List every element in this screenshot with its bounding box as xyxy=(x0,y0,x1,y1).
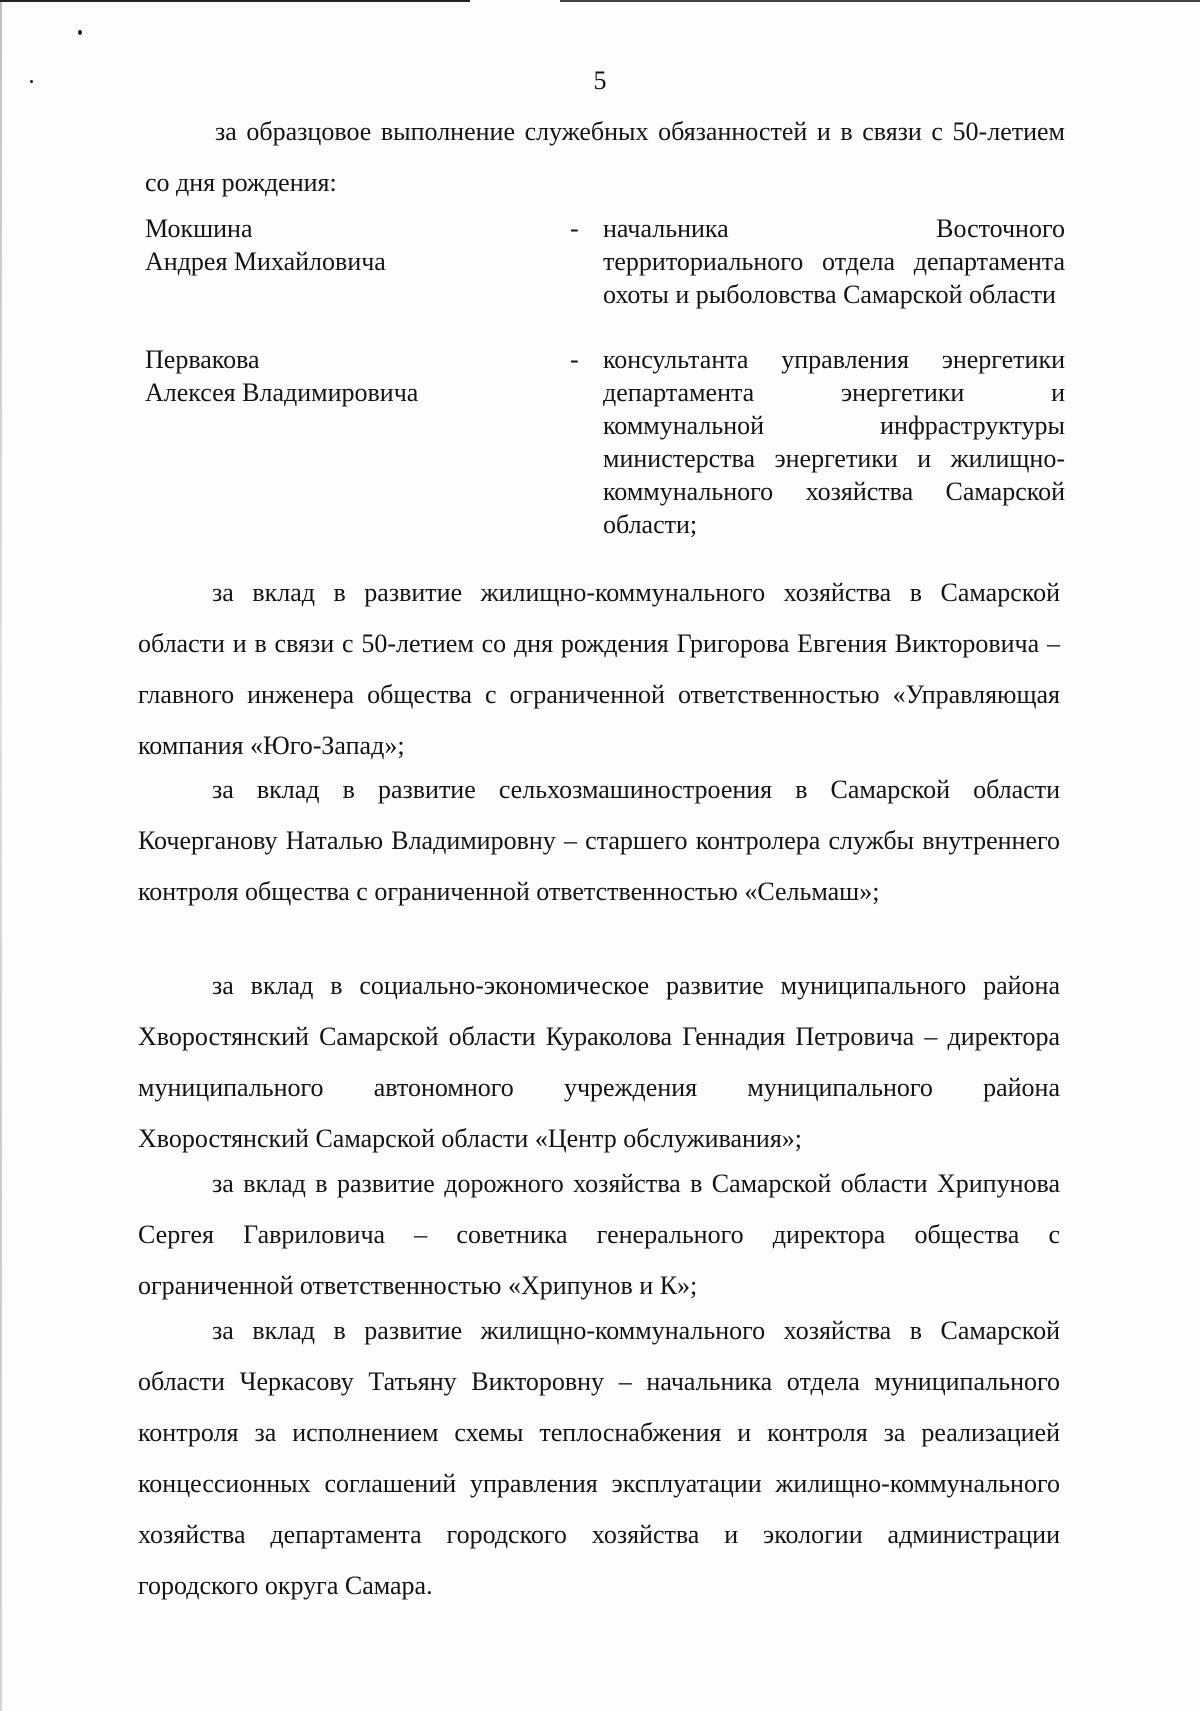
awardee-surname: Первакова xyxy=(145,345,260,374)
intro-paragraph: за образцовое выполнение служебных обязанностей и в связи с 50-летием со дня рождения: xyxy=(145,117,1065,197)
awardee-position: консультанта управления энергетики департамента энергетики и коммунальной инфраструктуры министерства энергетики и жилищно-коммунального хозяйства Самарской области; xyxy=(603,345,1065,539)
scan-speck xyxy=(78,30,82,35)
awardee-given-names: Алексея Владимировича xyxy=(145,378,419,407)
award-paragraph: за вклад в развитие жилищно-коммунального хозяйства в Самарской области Черкасову Татьяну Викторовну – начальника отдела муниципального контроля за исполнением схемы теплоснабжения и контроля за реализацией концессионных соглашений управления эксплуатации жилищно-коммунального хозяйства департамента городского хозяйства и экологии администрации городского округа Самара. xyxy=(138,1316,1060,1600)
awardee-name xyxy=(145,343,545,409)
awardee-name xyxy=(145,212,545,278)
scan-top-edge xyxy=(0,0,470,2)
scan-edge xyxy=(0,0,2,1711)
awardee-surname: Мокшина xyxy=(145,214,253,243)
award-paragraph: за вклад в развитие жилищно-коммунального хозяйства в Самарской области и в связи с 50-летием со дня рождения Григорова Евгения Викторовича – главного инженера общества с ограниченной ответственностью «Управляющая компания «Юго-Запад»; xyxy=(138,578,1060,760)
award-paragraph: за вклад в развитие сельхозмашиностроения в Самарской области Кочерганову Наталью Владимировну – старшего контролера службы внутреннего контроля общества с ограниченной ответственностью «Сельмаш»; xyxy=(138,775,1060,906)
awardee-position: начальника Восточного территориального отдела департамента охоты и рыболовства Самарской области xyxy=(603,214,1065,309)
awardee-given-names: Андрея Михайловича xyxy=(145,247,386,276)
list-dash: - xyxy=(570,214,579,243)
award-paragraph: за вклад в социально-экономическое развитие муниципального района Хворостянский Самарской области Кураколова Геннадия Петровича – директора муниципального автономного учреждения муниципального района Хворостянский Самарской области «Центр обслуживания»; xyxy=(138,971,1060,1153)
page-number: 5 xyxy=(593,66,607,95)
award-paragraph: за вклад в развитие дорожного хозяйства в Самарской области Хрипунова Сергея Гавриловича – советника генерального директора общества с ограниченной ответственностью «Хрипунов и К»; xyxy=(138,1169,1060,1300)
list-dash: - xyxy=(570,345,579,374)
scan-top-edge xyxy=(560,0,1200,2)
